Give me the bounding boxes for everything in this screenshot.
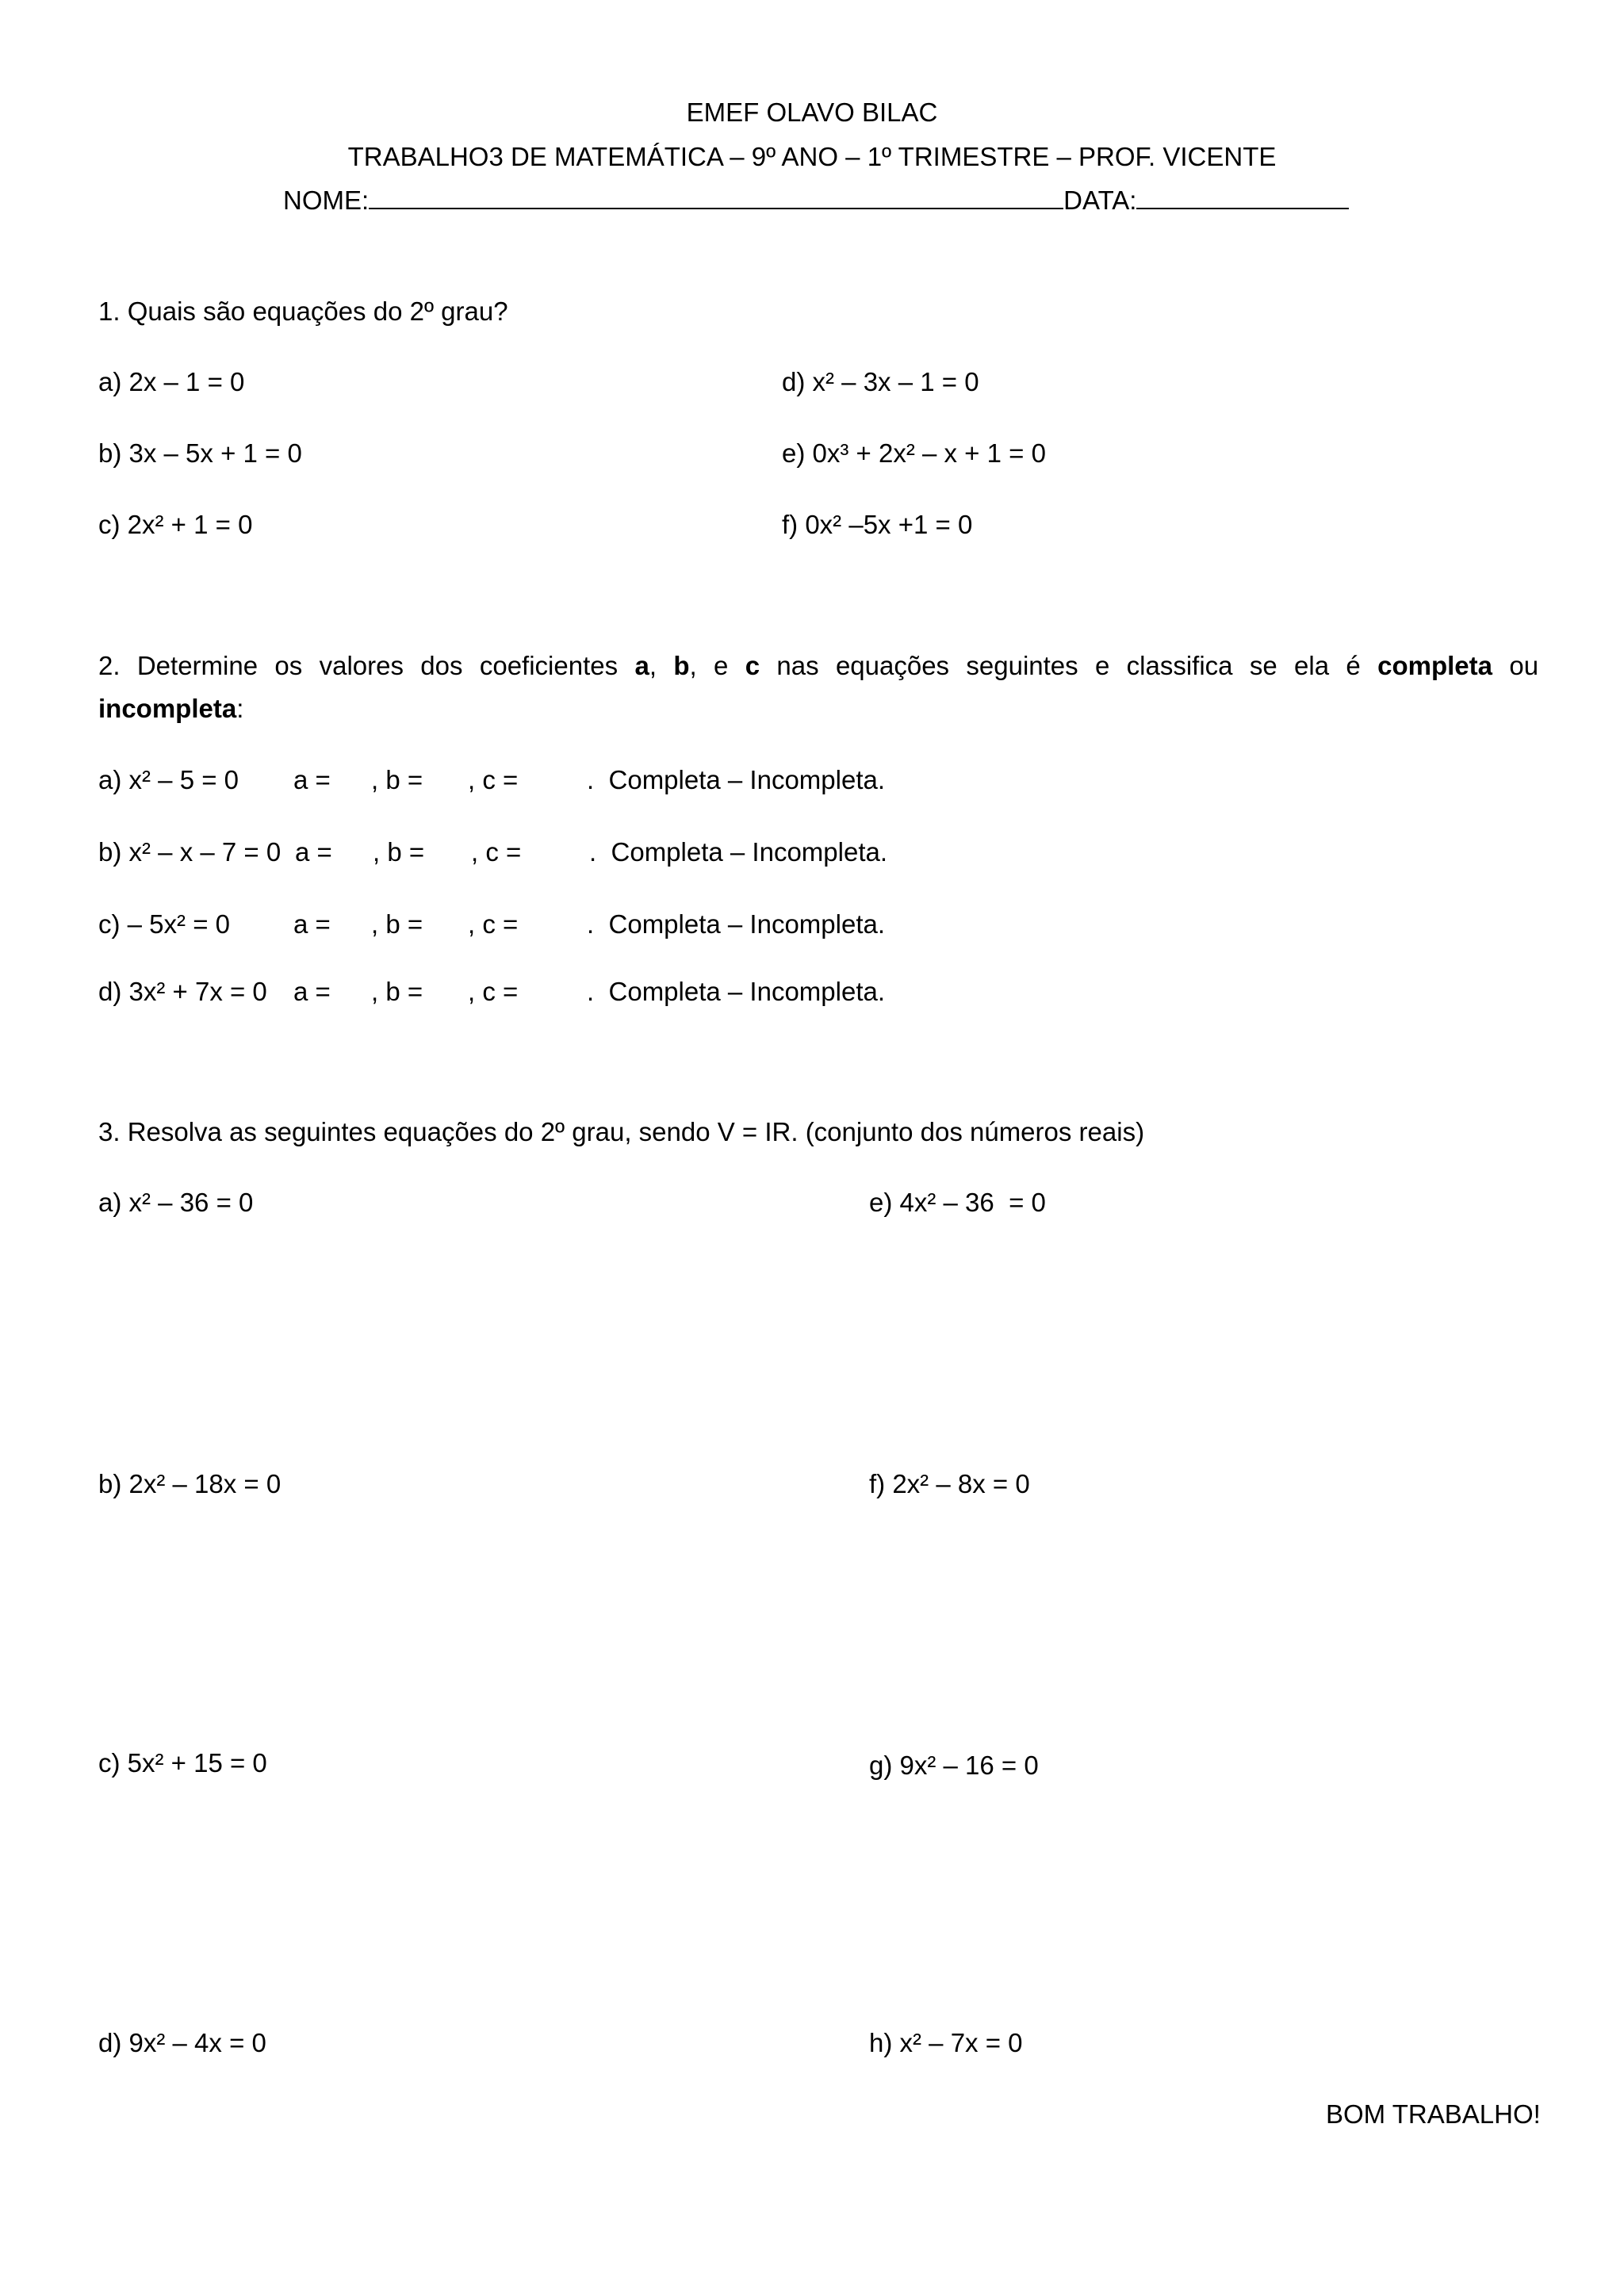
name-field[interactable] (369, 184, 1063, 209)
q3-item-b: b) 2x² – 18x = 0 (98, 1469, 282, 1498)
q2-item-b-equation: b) x² – x – 7 = 0 (98, 837, 282, 867)
q2-item-a-b-label: , b = (371, 765, 423, 794)
q2-item-a-c-label: , c = (468, 765, 519, 794)
q2-item-c-classify: . Completa – Incompleta. (587, 909, 886, 939)
name-label: NOME: (283, 186, 370, 215)
q3-item-a: a) x² – 36 = 0 (98, 1188, 254, 1217)
q2-item-c-c-label: , c = (468, 909, 519, 939)
school-name: EMEF OLAVO BILAC (686, 98, 938, 127)
q1-item-b: b) 3x – 5x + 1 = 0 (98, 438, 302, 468)
worksheet-title: TRABALHO3 DE MATEMÁTICA – 9º ANO – 1º TRIMESTRE – PROF. VICENTE (347, 142, 1277, 171)
q2-item-d-equation: d) 3x² + 7x = 0 (98, 977, 267, 1006)
date-label: DATA: (1063, 186, 1137, 215)
q3-item-e: e) 4x² – 36 = 0 (869, 1188, 1046, 1217)
q1-item-f: f) 0x² –5x +1 = 0 (782, 510, 973, 539)
q1-item-d: d) x² – 3x – 1 = 0 (782, 367, 979, 396)
q2-item-a-equation: a) x² – 5 = 0 (98, 765, 239, 794)
q3-item-c: c) 5x² + 15 = 0 (98, 1748, 267, 1777)
q1-prompt: 1. Quais são equações do 2º grau? (98, 297, 508, 326)
q2-item-c-a-label: a = (293, 909, 331, 939)
q3-item-f: f) 2x² – 8x = 0 (869, 1469, 1030, 1498)
date-field[interactable] (1136, 184, 1349, 209)
q2-item-b-a-label: a = (295, 837, 332, 867)
q2-item-d-b-label: , b = (371, 977, 423, 1006)
q2-item-a-classify: . Completa – Incompleta. (587, 765, 886, 794)
q2-item-c-equation: c) – 5x² = 0 (98, 909, 230, 939)
q2-prompt-line2: incompleta: (98, 694, 244, 723)
q2-item-b-classify: . Completa – Incompleta. (589, 837, 888, 867)
q3-item-g: g) 9x² – 16 = 0 (869, 1751, 1039, 1780)
q1-item-e: e) 0x³ + 2x² – x + 1 = 0 (782, 438, 1046, 468)
q3-item-h: h) x² – 7x = 0 (869, 2028, 1023, 2057)
q1-item-a: a) 2x – 1 = 0 (98, 367, 245, 396)
q1-item-c: c) 2x² + 1 = 0 (98, 510, 253, 539)
q3-prompt: 3. Resolva as seguintes equações do 2º grau, sendo V = IR. (conjunto dos números reais) (98, 1117, 1145, 1146)
q2-item-d-classify: . Completa – Incompleta. (587, 977, 886, 1006)
closing-note: BOM TRABALHO! (1326, 2099, 1541, 2129)
q3-item-d: d) 9x² – 4x = 0 (98, 2028, 266, 2057)
q2-item-c-b-label: , b = (371, 909, 423, 939)
q2-item-b-c-label: , c = (471, 837, 522, 867)
q2-item-d-c-label: , c = (468, 977, 519, 1006)
q2-item-a-a-label: a = (293, 765, 331, 794)
name-date-line (283, 184, 1349, 216)
q2-item-b-b-label: , b = (373, 837, 425, 867)
q2-prompt-line1: 2. Determine os valores dos coeficientes a, b, e c nas equações seguintes e classifica se ela é completa ou (98, 651, 1539, 680)
q2-item-d-a-label: a = (293, 977, 331, 1006)
